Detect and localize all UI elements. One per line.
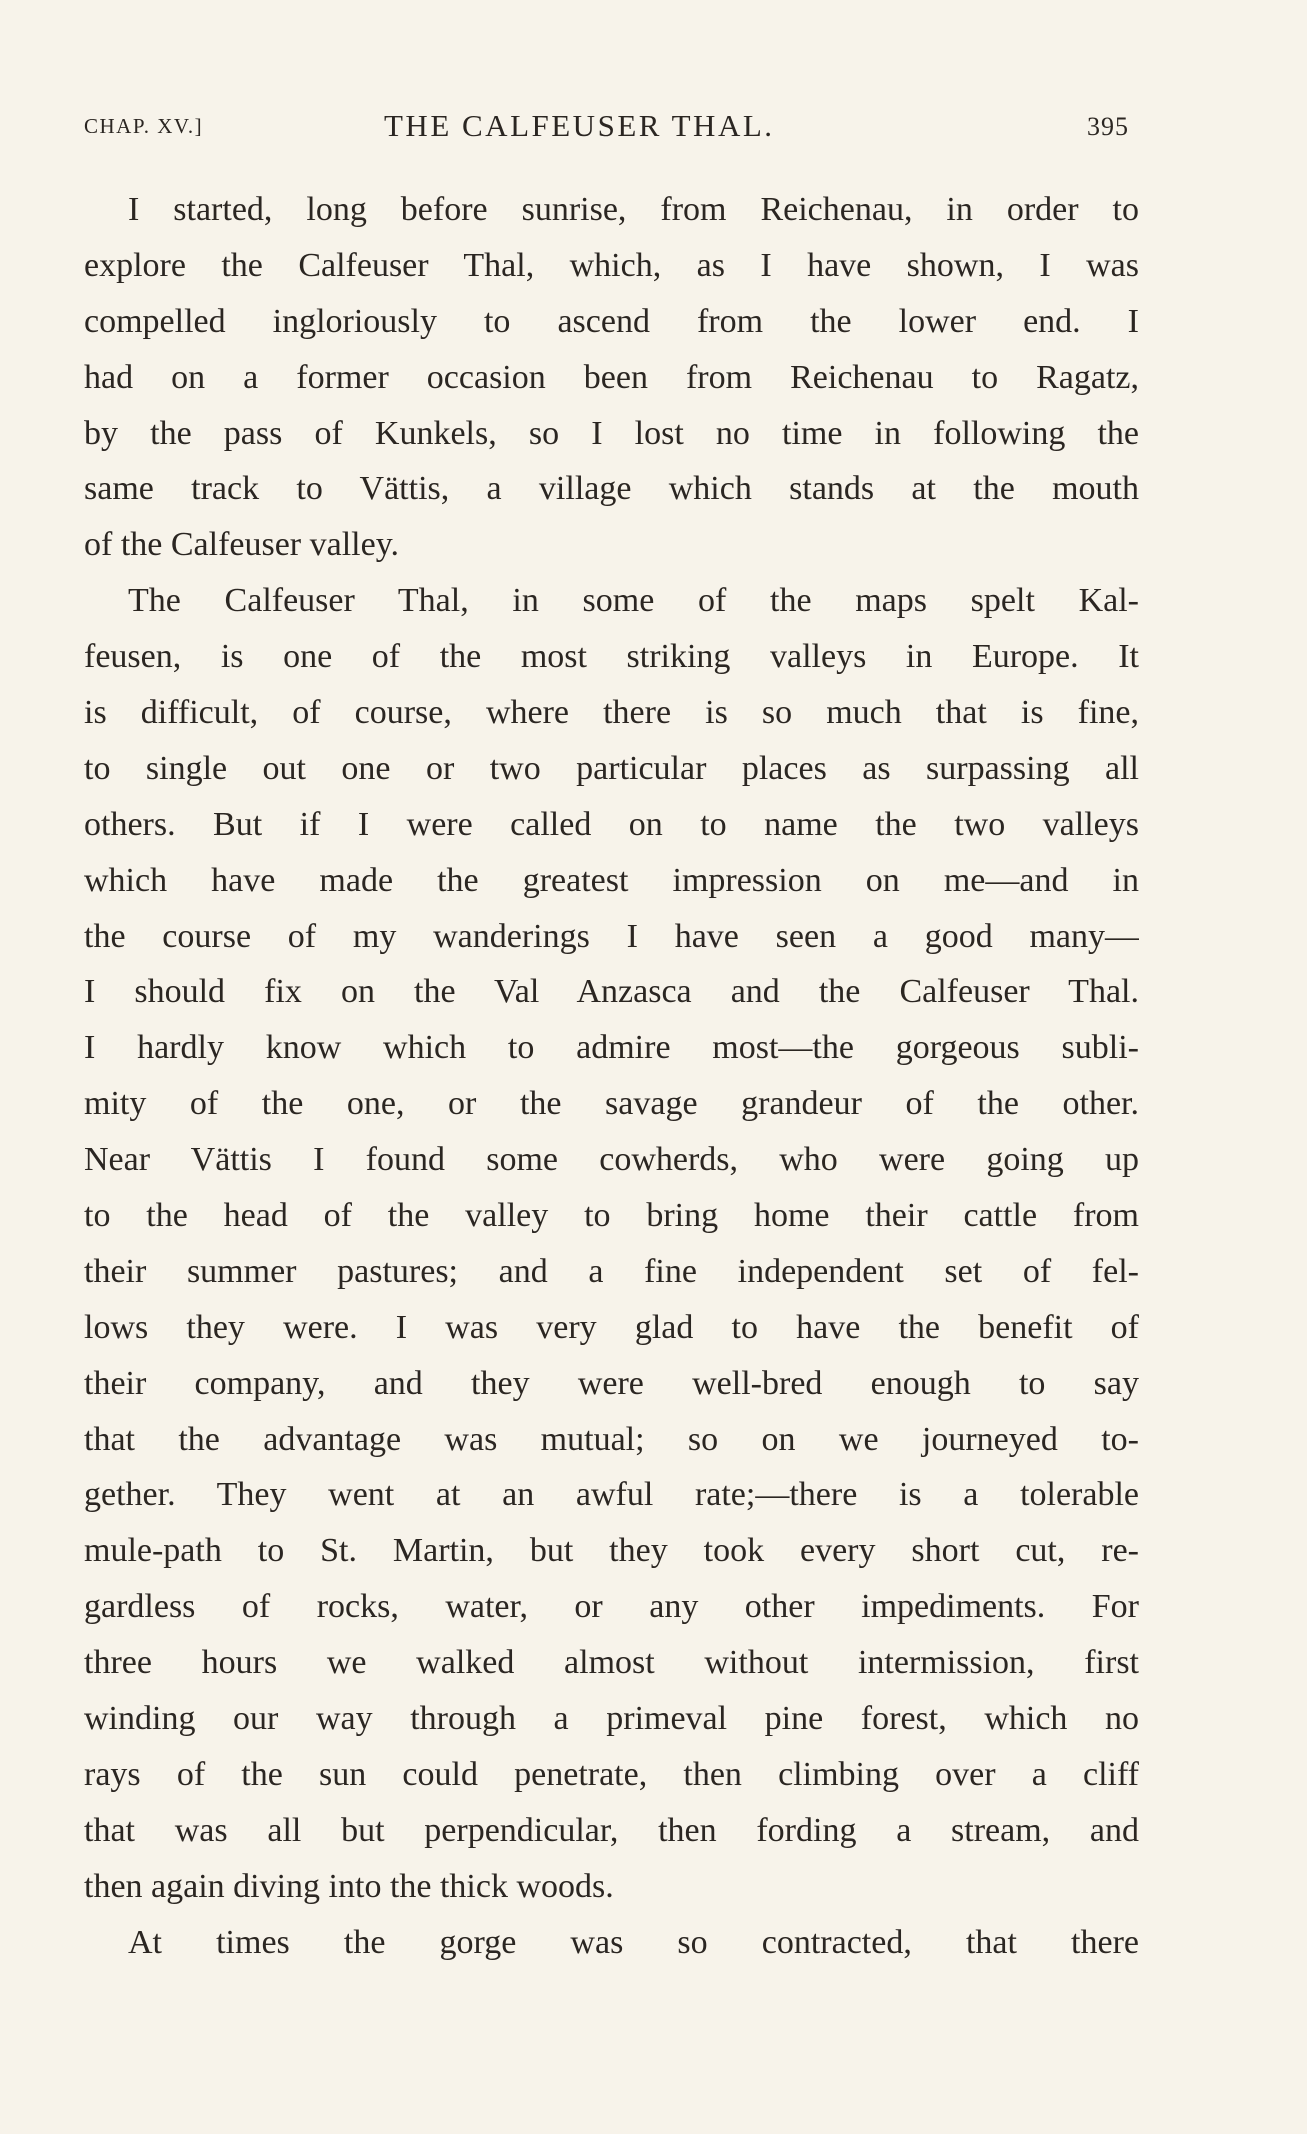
- text-line: which have made the greatest impression on me—and in: [84, 861, 1139, 899]
- text-line: to single out one or two particular places as surpassing all: [84, 749, 1139, 787]
- text-line: rays of the sun could penetrate, then climbing over a cliff: [84, 1755, 1139, 1793]
- text-line: gether. They went at an awful rate;—there is a tolerable: [84, 1476, 1139, 1514]
- text-line: by the pass of Kunkels, so I lost no time in following the: [84, 414, 1139, 452]
- text-line: mule-path to St. Martin, but they took every short cut, re-: [84, 1532, 1139, 1570]
- chapter-label: CHAP. XV.]: [84, 114, 204, 138]
- text-line: then again diving into the thick woods.: [84, 1867, 614, 1905]
- text-line: gardless of rocks, water, or any other impediments. For: [84, 1588, 1139, 1626]
- text-line: winding our way through a primeval pine forest, which no: [84, 1700, 1139, 1738]
- text-line: that was all but perpendicular, then fording a stream, and: [84, 1811, 1139, 1849]
- text-line: three hours we walked almost without intermission, first: [84, 1644, 1139, 1682]
- text-line: their company, and they were well-bred enough to say: [84, 1364, 1139, 1402]
- page-title: THE CALFEUSER THAL.: [384, 108, 775, 143]
- text-line: that the advantage was mutual; so on we journeyed to-: [84, 1420, 1139, 1458]
- text-line: the course of my wanderings I have seen a good many—: [84, 917, 1139, 955]
- text-line: feusen, is one of the most striking valleys in Europe. It: [84, 638, 1139, 676]
- text-line: lows they were. I was very glad to have the benefit of: [84, 1308, 1139, 1346]
- body-text: [84, 182, 1139, 1971]
- text-line: to the head of the valley to bring home their cattle from: [84, 1197, 1139, 1235]
- text-line: Near Vättis I found some cowherds, who were going up: [84, 1141, 1139, 1179]
- text-line: of the Calfeuser valley.: [84, 526, 399, 564]
- text-line: others. But if I were called on to name the two valleys: [84, 805, 1139, 843]
- text-line: is difficult, of course, where there is so much that is fine,: [84, 694, 1139, 732]
- text-line: had on a former occasion been from Reichenau to Ragatz,: [84, 358, 1139, 396]
- text-line: same track to Vättis, a village which stands at the mouth: [84, 470, 1139, 508]
- text-line: I started, long before sunrise, from Reichenau, in order to: [128, 191, 1139, 228]
- text-line: mity of the one, or the savage grandeur of the other.: [84, 1085, 1139, 1123]
- text-line: I should fix on the Val Anzasca and the Calfeuser Thal.: [84, 973, 1139, 1011]
- running-head: [84, 108, 1129, 148]
- text-line: At times the gorge was so contracted, that there: [128, 1923, 1139, 1961]
- text-line: I hardly know which to admire most—the gorgeous subli-: [84, 1029, 1139, 1067]
- page-number: 395: [1087, 112, 1129, 141]
- text-line: The Calfeuser Thal, in some of the maps spelt Kal-: [128, 582, 1139, 620]
- text-line: explore the Calfeuser Thal, which, as I have shown, I was: [84, 246, 1139, 284]
- text-line: compelled ingloriously to ascend from the lower end. I: [84, 302, 1139, 340]
- text-line: their summer pastures; and a fine independent set of fel-: [84, 1252, 1139, 1290]
